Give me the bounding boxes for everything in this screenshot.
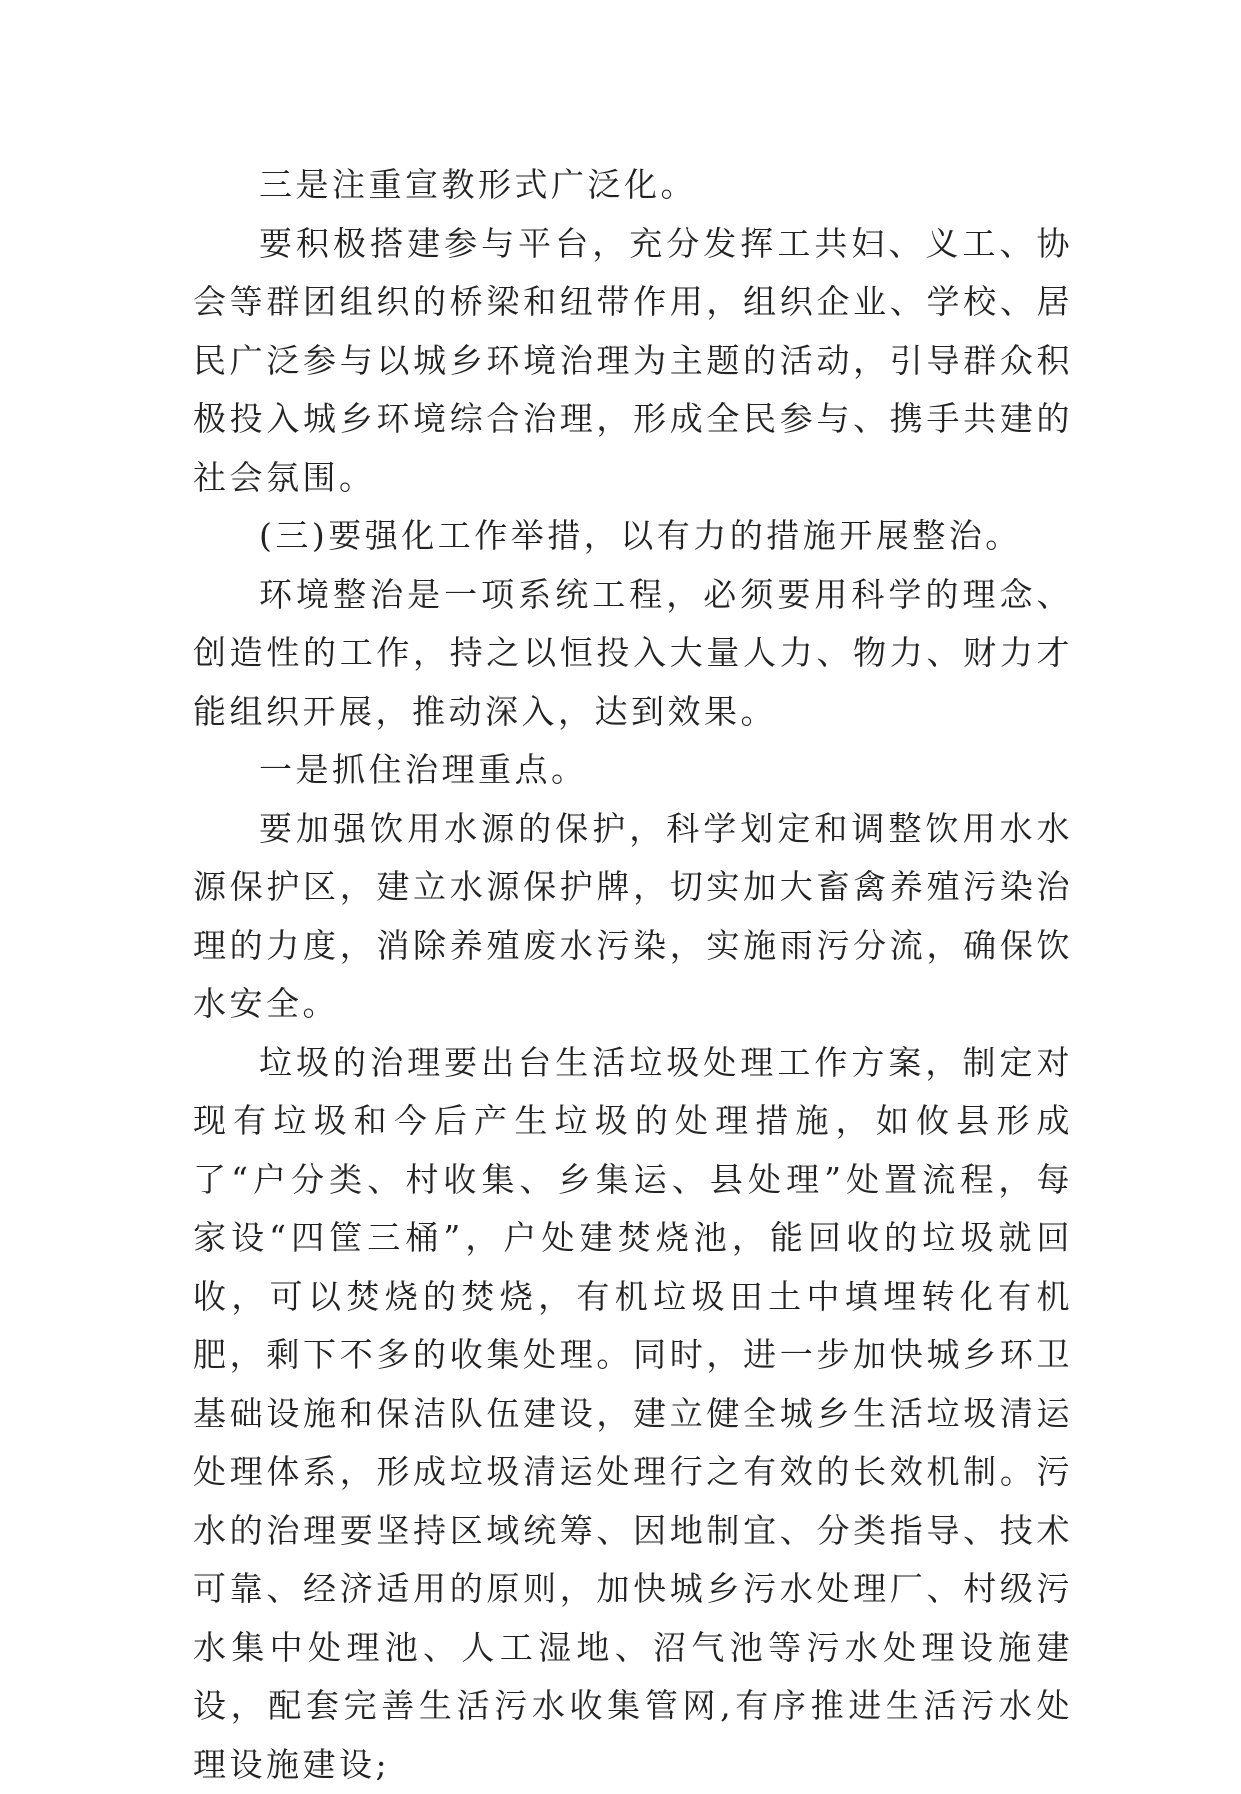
paragraph-6: 要加强饮用水源的保护，科学划定和调整饮用水水源保护区，建立水源保护牌，切实加大畜禽养殖污染治理的力度，消除养殖废水污染，实施雨污分流，确保饮水安全。 [193, 800, 1073, 1034]
paragraph-1: 三是注重宣教形式广泛化。 [193, 156, 1073, 215]
paragraph-3: (三)要强化工作举措，以有力的措施开展整治。 [193, 507, 1073, 566]
paragraph-7: 垃圾的治理要出台生活垃圾处理工作方案，制定对现有垃圾和今后产生垃圾的处理措施，如攸县形成了“户分类、村收集、乡集运、县处理”处置流程，每家设“四筐三桶”，户处建焚烧池，能回收的垃圾就回收，可以焚烧的焚烧，有机垃圾田土中填埋转化有机肥，剩下不多的收集处理。同时，进一步加快城乡环卫基础设施和保洁队伍建设，建立健全城乡生活垃圾清运处理体系，形成垃圾清运处理行之有效的长效机制。污水的治理要坚持区域统筹、因地制宜、分类指导、技术可靠、经济适用的原则，加快城乡污水处理厂、村级污水集中处理池、人工湿地、沼气池等污水处理设施建设，配套完善生活污水收集管网,有序推进生活污水处理设施建设; [193, 1034, 1073, 1794]
paragraph-2: 要积极搭建参与平台，充分发挥工共妇、义工、协会等群团组织的桥梁和纽带作用，组织企业、学校、居民广泛参与以城乡环境治理为主题的活动，引导群众积极投入城乡环境综合治理，形成全民参与、携手共建的社会氛围。 [193, 215, 1073, 508]
paragraph-5: 一是抓住治理重点。 [193, 741, 1073, 800]
body-text [193, 156, 1073, 1794]
paragraph-4: 环境整治是一项系统工程，必须要用科学的理念、创造性的工作，持之以恒投入大量人力、物力、财力才能组织开展，推动深入，达到效果。 [193, 566, 1073, 742]
